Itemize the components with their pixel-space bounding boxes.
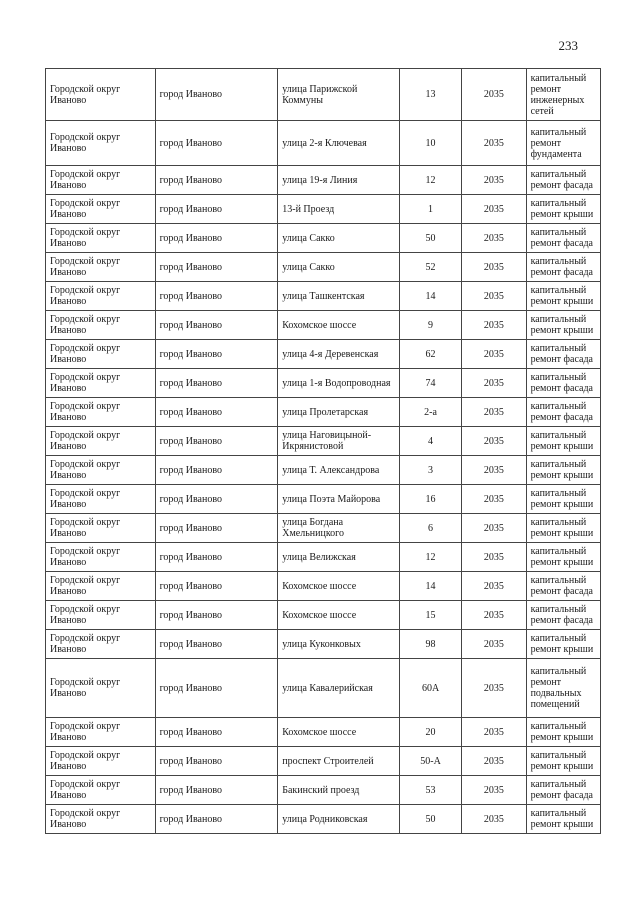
year-cell: 2035 — [462, 718, 526, 747]
street-cell: улица Сакко — [278, 253, 400, 282]
district-cell: Городской округ Иваново — [46, 311, 156, 340]
work-type-cell: капитальный ремонт фасада — [526, 776, 600, 805]
house-number-cell: 4 — [399, 427, 461, 456]
work-type-cell: капитальный ремонт крыши — [526, 485, 600, 514]
street-cell: 13-й Проезд — [278, 195, 400, 224]
year-cell: 2035 — [462, 456, 526, 485]
table-row — [46, 747, 601, 776]
house-number-cell: 16 — [399, 485, 461, 514]
table-row — [46, 166, 601, 195]
street-cell: улица 19-я Линия — [278, 166, 400, 195]
page-number: 233 — [558, 38, 578, 53]
year-cell: 2035 — [462, 805, 526, 834]
table-row — [46, 485, 601, 514]
work-type-cell: капитальный ремонт крыши — [526, 427, 600, 456]
year-cell: 2035 — [462, 311, 526, 340]
table-row — [46, 398, 601, 427]
work-type-cell: капитальный ремонт крыши — [526, 718, 600, 747]
district-cell: Городской округ Иваново — [46, 572, 156, 601]
district-cell: Городской округ Иваново — [46, 398, 156, 427]
house-number-cell: 62 — [399, 340, 461, 369]
city-cell: город Иваново — [155, 253, 278, 282]
street-cell: улица Ташкентская — [278, 282, 400, 311]
work-type-cell: капитальный ремонт крыши — [526, 456, 600, 485]
city-cell: город Иваново — [155, 427, 278, 456]
district-cell: Городской округ Иваново — [46, 427, 156, 456]
work-type-cell: капитальный ремонт крыши — [526, 195, 600, 224]
district-cell: Городской округ Иваново — [46, 253, 156, 282]
table-row — [46, 369, 601, 398]
city-cell: город Иваново — [155, 747, 278, 776]
city-cell: город Иваново — [155, 121, 278, 166]
table-row — [46, 805, 601, 834]
city-cell: город Иваново — [155, 369, 278, 398]
city-cell: город Иваново — [155, 659, 278, 718]
work-type-cell: капитальный ремонт фундамента — [526, 121, 600, 166]
city-cell: город Иваново — [155, 311, 278, 340]
table-row — [46, 311, 601, 340]
year-cell: 2035 — [462, 398, 526, 427]
city-cell: город Иваново — [155, 805, 278, 834]
city-cell: город Иваново — [155, 398, 278, 427]
year-cell: 2035 — [462, 659, 526, 718]
city-cell: город Иваново — [155, 630, 278, 659]
work-type-cell: капитальный ремонт фасада — [526, 224, 600, 253]
work-type-cell: капитальный ремонт крыши — [526, 805, 600, 834]
work-type-cell: капитальный ремонт крыши — [526, 630, 600, 659]
work-type-cell: капитальный ремонт крыши — [526, 514, 600, 543]
year-cell: 2035 — [462, 195, 526, 224]
work-type-cell: капитальный ремонт фасада — [526, 340, 600, 369]
street-cell: улица Родниковская — [278, 805, 400, 834]
table-row — [46, 572, 601, 601]
district-cell: Городской округ Иваново — [46, 195, 156, 224]
street-cell: Кохомское шоссе — [278, 572, 400, 601]
house-number-cell: 12 — [399, 166, 461, 195]
table-row — [46, 195, 601, 224]
table-row — [46, 69, 601, 121]
table-row — [46, 121, 601, 166]
house-number-cell: 15 — [399, 601, 461, 630]
district-cell: Городской округ Иваново — [46, 340, 156, 369]
year-cell: 2035 — [462, 601, 526, 630]
work-type-cell: капитальный ремонт фасада — [526, 572, 600, 601]
work-type-cell: капитальный ремонт крыши — [526, 543, 600, 572]
work-type-cell: капитальный ремонт фасада — [526, 369, 600, 398]
street-cell: улица Кавалерийская — [278, 659, 400, 718]
year-cell: 2035 — [462, 340, 526, 369]
street-cell: улица Парижской Коммуны — [278, 69, 400, 121]
street-cell: улица 2-я Ключевая — [278, 121, 400, 166]
table-row — [46, 282, 601, 311]
work-type-cell: капитальный ремонт инженерных сетей — [526, 69, 600, 121]
table-row — [46, 630, 601, 659]
city-cell: город Иваново — [155, 514, 278, 543]
year-cell: 2035 — [462, 253, 526, 282]
street-cell: улица Поэта Майорова — [278, 485, 400, 514]
year-cell: 2035 — [462, 369, 526, 398]
street-cell: улица 1-я Водопроводная — [278, 369, 400, 398]
city-cell: город Иваново — [155, 718, 278, 747]
year-cell: 2035 — [462, 572, 526, 601]
house-number-cell: 10 — [399, 121, 461, 166]
district-cell: Городской округ Иваново — [46, 543, 156, 572]
house-number-cell: 52 — [399, 253, 461, 282]
table-row — [46, 224, 601, 253]
work-type-cell: капитальный ремонт крыши — [526, 282, 600, 311]
table-row — [46, 514, 601, 543]
house-number-cell: 14 — [399, 282, 461, 311]
table-row — [46, 543, 601, 572]
year-cell: 2035 — [462, 485, 526, 514]
district-cell: Городской округ Иваново — [46, 485, 156, 514]
street-cell: проспект Строителей — [278, 747, 400, 776]
year-cell: 2035 — [462, 427, 526, 456]
district-cell: Городской округ Иваново — [46, 630, 156, 659]
district-cell: Городской округ Иваново — [46, 805, 156, 834]
table-row — [46, 718, 601, 747]
house-number-cell: 98 — [399, 630, 461, 659]
house-number-cell: 50 — [399, 224, 461, 253]
street-cell: улица Т. Александрова — [278, 456, 400, 485]
table-row — [46, 253, 601, 282]
year-cell: 2035 — [462, 69, 526, 121]
city-cell: город Иваново — [155, 601, 278, 630]
district-cell: Городской округ Иваново — [46, 659, 156, 718]
district-cell: Городской округ Иваново — [46, 747, 156, 776]
district-cell: Городской округ Иваново — [46, 69, 156, 121]
table-row — [46, 659, 601, 718]
house-number-cell: 50-А — [399, 747, 461, 776]
city-cell: город Иваново — [155, 224, 278, 253]
district-cell: Городской округ Иваново — [46, 282, 156, 311]
table-body — [46, 69, 601, 834]
city-cell: город Иваново — [155, 456, 278, 485]
street-cell: Кохомское шоссе — [278, 718, 400, 747]
work-type-cell: капитальный ремонт фасада — [526, 166, 600, 195]
district-cell: Городской округ Иваново — [46, 224, 156, 253]
year-cell: 2035 — [462, 514, 526, 543]
house-number-cell: 50 — [399, 805, 461, 834]
city-cell: город Иваново — [155, 776, 278, 805]
street-cell: улица Куконковых — [278, 630, 400, 659]
city-cell: город Иваново — [155, 340, 278, 369]
house-number-cell: 6 — [399, 514, 461, 543]
district-cell: Городской округ Иваново — [46, 718, 156, 747]
street-cell: Бакинский проезд — [278, 776, 400, 805]
house-number-cell: 3 — [399, 456, 461, 485]
year-cell: 2035 — [462, 282, 526, 311]
street-cell: улица Пролетарская — [278, 398, 400, 427]
city-cell: город Иваново — [155, 195, 278, 224]
house-number-cell: 13 — [399, 69, 461, 121]
district-cell: Городской округ Иваново — [46, 776, 156, 805]
house-number-cell: 74 — [399, 369, 461, 398]
city-cell: город Иваново — [155, 543, 278, 572]
work-type-cell: капитальный ремонт фасада — [526, 601, 600, 630]
year-cell: 2035 — [462, 543, 526, 572]
street-cell: улица 4-я Деревенская — [278, 340, 400, 369]
house-number-cell: 20 — [399, 718, 461, 747]
year-cell: 2035 — [462, 747, 526, 776]
work-type-cell: капитальный ремонт подвальных помещений — [526, 659, 600, 718]
house-number-cell: 53 — [399, 776, 461, 805]
city-cell: город Иваново — [155, 572, 278, 601]
house-number-cell: 12 — [399, 543, 461, 572]
street-cell: улица Богдана Хмельницкого — [278, 514, 400, 543]
work-type-cell: капитальный ремонт фасада — [526, 253, 600, 282]
work-type-cell: капитальный ремонт фасада — [526, 398, 600, 427]
year-cell: 2035 — [462, 224, 526, 253]
street-cell: улица Сакко — [278, 224, 400, 253]
city-cell: город Иваново — [155, 485, 278, 514]
district-cell: Городской округ Иваново — [46, 166, 156, 195]
house-number-cell: 60А — [399, 659, 461, 718]
street-cell: улица Велижская — [278, 543, 400, 572]
year-cell: 2035 — [462, 776, 526, 805]
table-row — [46, 776, 601, 805]
district-cell: Городской округ Иваново — [46, 601, 156, 630]
house-number-cell: 14 — [399, 572, 461, 601]
city-cell: город Иваново — [155, 166, 278, 195]
district-cell: Городской округ Иваново — [46, 514, 156, 543]
house-number-cell: 2-а — [399, 398, 461, 427]
year-cell: 2035 — [462, 166, 526, 195]
street-cell: Кохомское шоссе — [278, 601, 400, 630]
house-number-cell: 1 — [399, 195, 461, 224]
street-cell: улица Наговицыной-Икрянистовой — [278, 427, 400, 456]
district-cell: Городской округ Иваново — [46, 456, 156, 485]
table-row — [46, 456, 601, 485]
district-cell: Городской округ Иваново — [46, 369, 156, 398]
year-cell: 2035 — [462, 121, 526, 166]
house-number-cell: 9 — [399, 311, 461, 340]
district-cell: Городской округ Иваново — [46, 121, 156, 166]
work-type-cell: капитальный ремонт крыши — [526, 747, 600, 776]
table-row — [46, 427, 601, 456]
city-cell: город Иваново — [155, 69, 278, 121]
table-row — [46, 601, 601, 630]
repair-schedule-table — [45, 68, 601, 834]
street-cell: Кохомское шоссе — [278, 311, 400, 340]
work-type-cell: капитальный ремонт крыши — [526, 311, 600, 340]
year-cell: 2035 — [462, 630, 526, 659]
table-row — [46, 340, 601, 369]
city-cell: город Иваново — [155, 282, 278, 311]
